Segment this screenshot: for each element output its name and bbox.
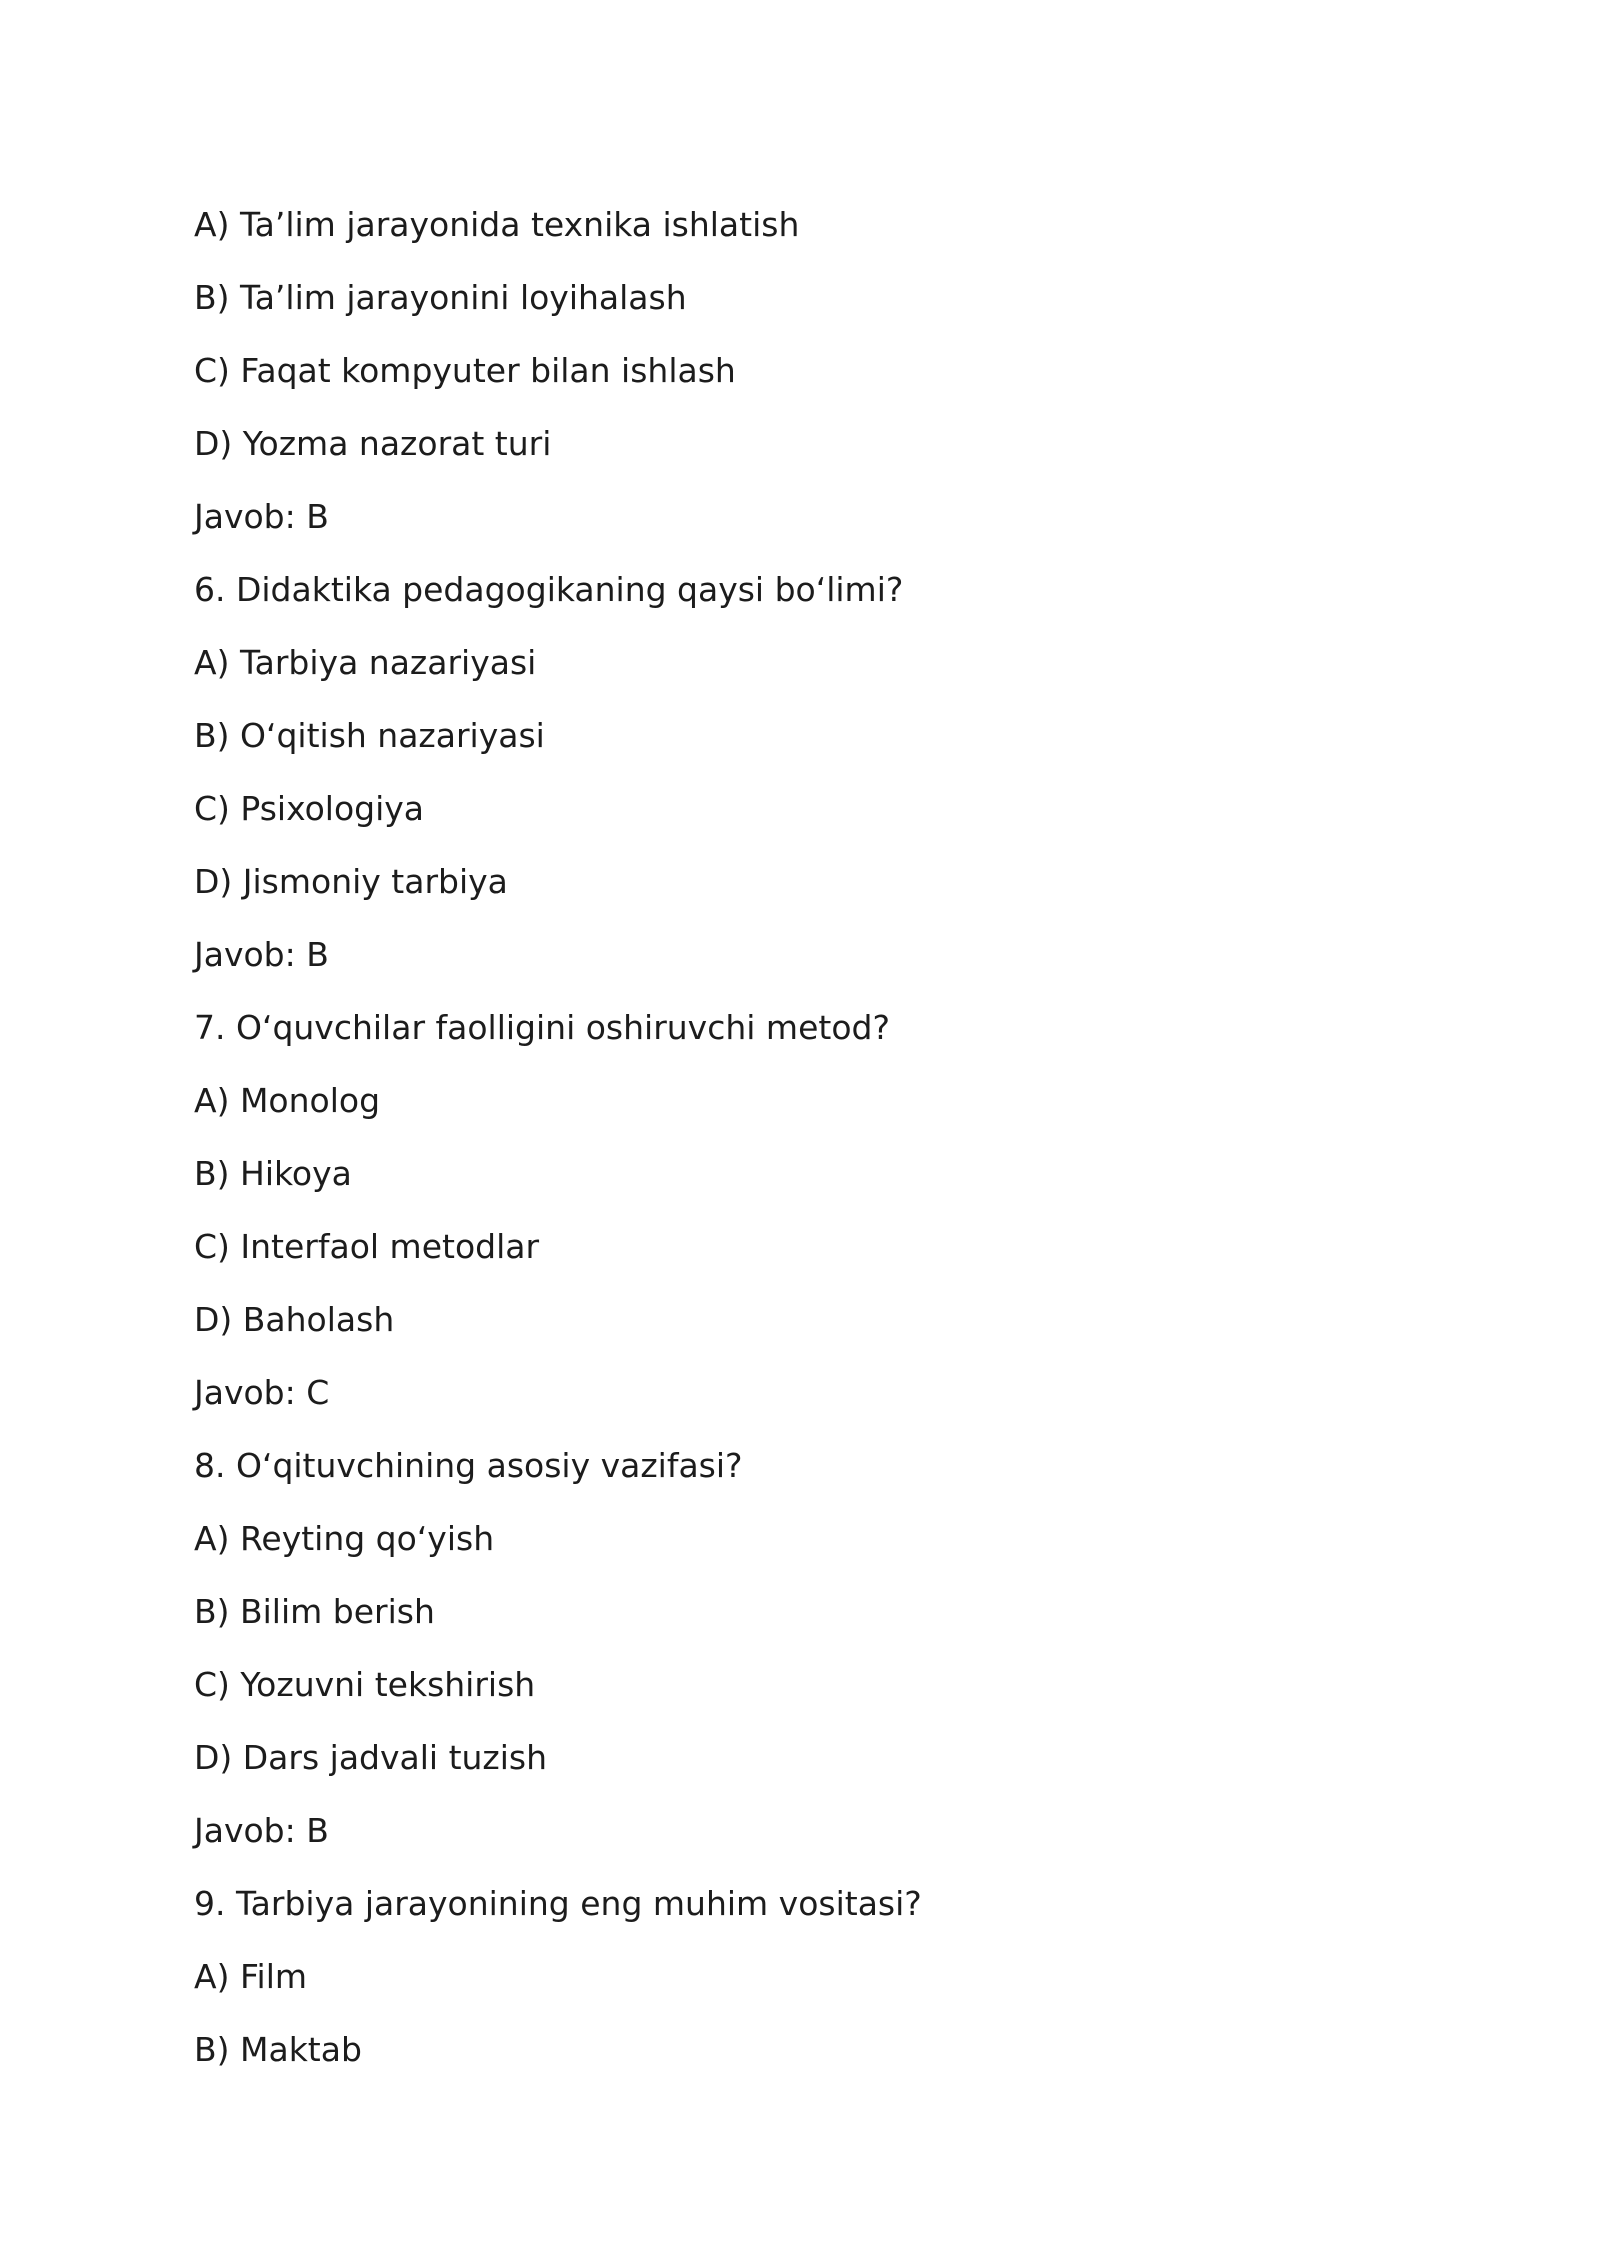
answer-option: A) Reyting qo‘yish — [194, 1519, 495, 1558]
answer-option: D) Yozma nazorat turi — [194, 424, 552, 463]
question: 6. Didaktika pedagogikaning qaysi bo‘limi? — [194, 570, 904, 609]
answer-option: B) Hikoya — [194, 1154, 352, 1193]
answer-option: A) Tarbiya nazariyasi — [194, 643, 537, 682]
answer-key: Javob: B — [194, 935, 329, 974]
answer-option: D) Baholash — [194, 1300, 395, 1339]
answer-key: Javob: B — [194, 1811, 329, 1850]
question: 7. O‘quvchilar faolligini oshiruvchi metod? — [194, 1008, 890, 1047]
answer-option: C) Faqat kompyuter bilan ishlash — [194, 351, 736, 390]
answer-option: A) Film — [194, 1957, 308, 1996]
question: 9. Tarbiya jarayonining eng muhim vositasi? — [194, 1884, 922, 1923]
answer-key: Javob: C — [194, 1373, 330, 1412]
answer-option: D) Jismoniy tarbiya — [194, 862, 508, 901]
answer-key: Javob: B — [194, 497, 329, 536]
answer-option: B) Ta’lim jarayonini loyihalash — [194, 278, 687, 317]
answer-option: B) Maktab — [194, 2030, 362, 2069]
quiz-content — [194, 188, 1494, 2086]
answer-option: C) Yozuvni tekshirish — [194, 1665, 536, 1704]
answer-option: A) Ta’lim jarayonida texnika ishlatish — [194, 205, 800, 244]
question: 8. O‘qituvchining asosiy vazifasi? — [194, 1446, 743, 1485]
answer-option: B) Bilim berish — [194, 1592, 435, 1631]
answer-option: C) Interfaol metodlar — [194, 1227, 540, 1266]
answer-option: A) Monolog — [194, 1081, 381, 1120]
answer-option: B) O‘qitish nazariyasi — [194, 716, 545, 755]
answer-option: D) Dars jadvali tuzish — [194, 1738, 548, 1777]
answer-option: C) Psixologiya — [194, 789, 425, 828]
